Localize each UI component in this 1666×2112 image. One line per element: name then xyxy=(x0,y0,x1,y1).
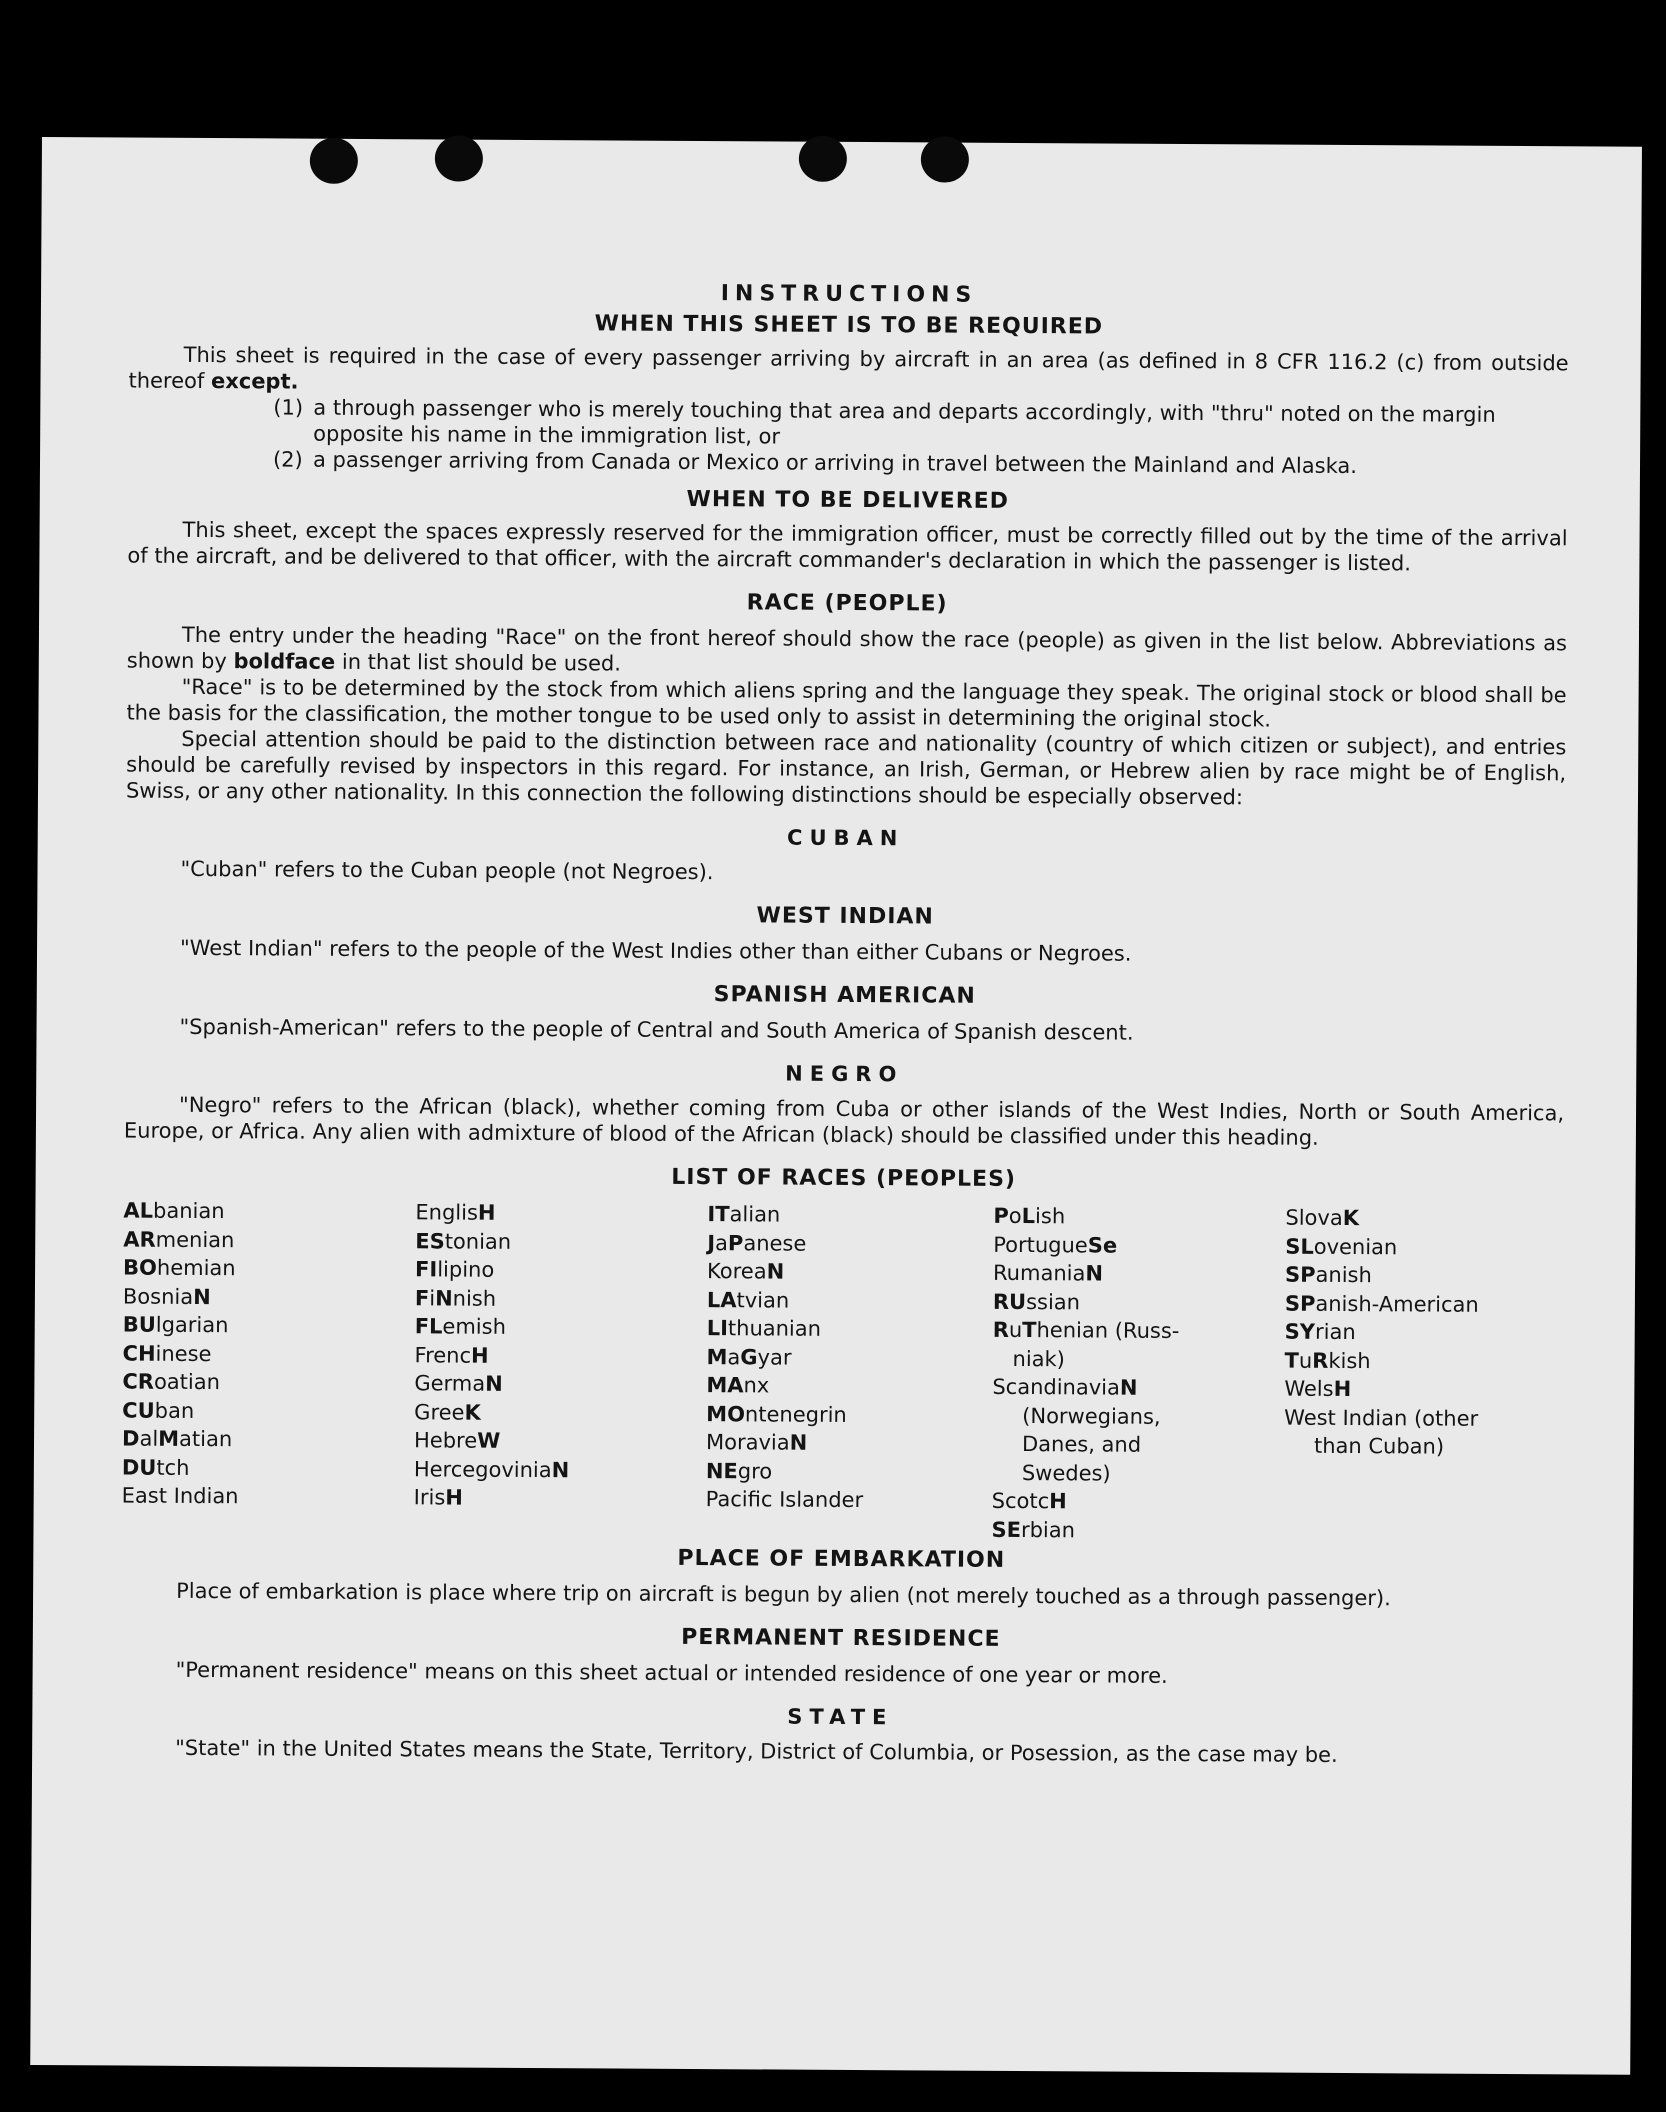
race-entry: Swedes) xyxy=(1021,1460,1111,1486)
race-entry: MaGyar xyxy=(706,1344,792,1370)
race-entry: CRoatian xyxy=(122,1369,221,1395)
race-entry: IrisH xyxy=(413,1485,463,1510)
race-entry: West Indian (other xyxy=(1284,1405,1479,1431)
race-entry: East Indian xyxy=(121,1483,239,1509)
race-entry: EStonian xyxy=(415,1228,512,1254)
race-entry: FiNnish xyxy=(414,1285,497,1311)
race-entry: ALbanian xyxy=(123,1198,225,1224)
race-entry: GreeK xyxy=(414,1399,481,1425)
race-entry: BosniaN xyxy=(122,1284,211,1309)
negro-paragraph: "Negro" refers to the African (black), whether coming from Cuba or other islands of the West Indies, North or South America, Europe, or Africa. Any alien with admixture of blood of the African (black) should be classified under this heading. xyxy=(123,1092,1565,1150)
cuban-heading: CUBAN xyxy=(787,825,905,851)
race-entry: ScandinaviaN xyxy=(992,1374,1138,1400)
state-paragraph: "State" in the United States means the State, Territory, District of Columbia, or Posession, as the case may be. xyxy=(175,1735,1338,1767)
instructions-content xyxy=(120,278,1569,1770)
race-entry: ITalian xyxy=(707,1202,781,1227)
race-entry: RuThenian (Russ- xyxy=(992,1317,1180,1343)
races-column xyxy=(991,1202,1285,1546)
punch-hole xyxy=(799,136,847,182)
race-entry: SPanish xyxy=(1285,1262,1372,1288)
instructions-title: INSTRUCTIONS xyxy=(720,281,978,308)
race-entry: EnglisH xyxy=(415,1200,496,1225)
race-entry: RUssian xyxy=(992,1289,1081,1314)
list-of-races-heading: LIST OF RACES (PEOPLES) xyxy=(671,1164,1017,1192)
race-entry: NEgro xyxy=(705,1458,773,1483)
race-entry: niak) xyxy=(1012,1346,1066,1371)
races-column xyxy=(121,1197,415,1541)
race-entry: SErbian xyxy=(991,1517,1076,1542)
spanish-american-paragraph: "Spanish-American" refers to the people of Central and South America of Spanish descent. xyxy=(179,1014,1134,1045)
race-entry: SlovaK xyxy=(1285,1205,1360,1231)
race-entry: DUtch xyxy=(121,1455,190,1480)
race-paragraph-3: Special attention should be paid to the distinction between race and nationality (country of which citizen or subject), and entries should be carefully revised by inspectors in this regard. For instance, an Irish, German, or Hebrew alien by race might be of English, Swiss, or any other nationality. In this connection the following distinctions should be especially observed: xyxy=(125,726,1567,810)
punch-hole xyxy=(921,136,969,182)
except-bold: except. xyxy=(210,369,299,394)
exception-1: (1) a through passenger who is merely touching that area and departs accordingly, with "thru" noted on the margin opposite his name in the immigration list, or xyxy=(273,395,1496,449)
west-indian-paragraph: "West Indian" refers to the people of the West Indies other than either Cubans or Negroes. xyxy=(179,935,1132,966)
races-list xyxy=(121,1197,1563,1548)
cuban-paragraph: "Cuban" refers to the Cuban people (not Negroes). xyxy=(180,856,714,885)
race-entry: (Norwegians, xyxy=(1022,1403,1161,1429)
race-entry: RumaniaN xyxy=(993,1260,1104,1286)
race-entry: SYrian xyxy=(1284,1319,1356,1345)
race-entry: PoLish xyxy=(993,1203,1066,1229)
race-entry: Danes, and xyxy=(1021,1432,1142,1457)
race-entry: FrencH xyxy=(414,1342,489,1368)
race-paragraph-1: The entry under the heading "Race" on the front hereof should show the race (people) as given in the list below. Abbreviations as shown by boldface in that list should be used. xyxy=(126,622,1568,676)
when-delivered-paragraph: This sheet, except the spaces expressly reserved for the immigration officer, must be correctly filled out by the time of the arrival of the aircraft, and be delivered to that officer, with the aircraft commander's declaration in which the passenger is listed. xyxy=(127,517,1568,576)
race-entry: CUban xyxy=(122,1398,195,1423)
when-required-paragraph: This sheet is required in the case of every passenger arriving by aircraft in an area (as defined in 8 CFR 116.2 (c) from outside thereof except. xyxy=(128,342,1569,394)
race-entry: MOntenegrin xyxy=(706,1401,847,1427)
embarkation-paragraph: Place of embarkation is place where trip on aircraft is begun by alien (not merely touched as a through passenger). xyxy=(176,1578,1391,1611)
race-entry: WelsH xyxy=(1284,1376,1352,1402)
spanish-american-heading: SPANISH AMERICAN xyxy=(713,982,976,1009)
punch-hole xyxy=(435,135,483,181)
race-entry: GermaN xyxy=(414,1371,503,1396)
race-paragraph-2: "Race" is to be determined by the stock from which aliens spring and the language they speak. The original stock or blood shall be the basis for the classification, the mother tongue to be used only to assist in determining the original stock. xyxy=(126,674,1567,732)
races-column xyxy=(413,1198,707,1542)
race-entry: ARmenian xyxy=(123,1227,235,1252)
race-entry: LIthuanian xyxy=(706,1316,822,1341)
race-entry: BOhemian xyxy=(123,1255,236,1281)
race-entry: BUlgarian xyxy=(122,1312,229,1338)
race-entry: HercegoviniaN xyxy=(413,1456,570,1482)
race-entry: than Cuban) xyxy=(1313,1433,1445,1459)
race-entry: CHinese xyxy=(122,1341,212,1366)
negro-heading: NEGRO xyxy=(785,1061,904,1087)
race-entry: SLovenian xyxy=(1285,1234,1398,1259)
race-entry: PortugueSe xyxy=(993,1232,1118,1258)
race-entry: SPanish-American xyxy=(1284,1291,1479,1317)
races-column xyxy=(1283,1204,1555,1548)
race-entry: JaPanese xyxy=(707,1230,807,1256)
race-entry: Pacific Islander xyxy=(705,1487,864,1513)
race-entry: MAnx xyxy=(706,1373,770,1398)
race-entry: ScotcH xyxy=(991,1488,1067,1514)
exception-2: (2) a passenger arriving from Canada or Mexico or arriving in travel between the Mainland and Alaska. xyxy=(272,447,1358,479)
state-heading: STATE xyxy=(787,1704,894,1730)
race-entry: LAtvian xyxy=(706,1287,790,1313)
when-required-heading: WHEN THIS SHEET IS TO BE REQUIRED xyxy=(594,311,1104,340)
west-indian-heading: WEST INDIAN xyxy=(756,903,934,930)
embarkation-heading: PLACE OF EMBARKATION xyxy=(677,1545,1006,1573)
residence-heading: PERMANENT RESIDENCE xyxy=(681,1624,1001,1652)
when-delivered-heading: WHEN TO BE DELIVERED xyxy=(686,486,1010,514)
race-entry: MoraviaN xyxy=(705,1430,808,1455)
race-entry: HebreW xyxy=(413,1428,501,1453)
race-entry: FLemish xyxy=(414,1314,507,1339)
race-entry: FIlipino xyxy=(415,1257,495,1282)
race-heading: RACE (PEOPLE) xyxy=(746,590,948,617)
races-column xyxy=(705,1200,993,1544)
document-page xyxy=(30,137,1642,2075)
race-entry: DalMatian xyxy=(121,1426,233,1452)
punch-hole xyxy=(310,138,358,184)
residence-paragraph: "Permanent residence" means on this sheet actual or intended residence of one year or more. xyxy=(175,1657,1168,1688)
race-entry: KoreaN xyxy=(707,1259,785,1284)
race-entry: TuRkish xyxy=(1284,1348,1371,1373)
